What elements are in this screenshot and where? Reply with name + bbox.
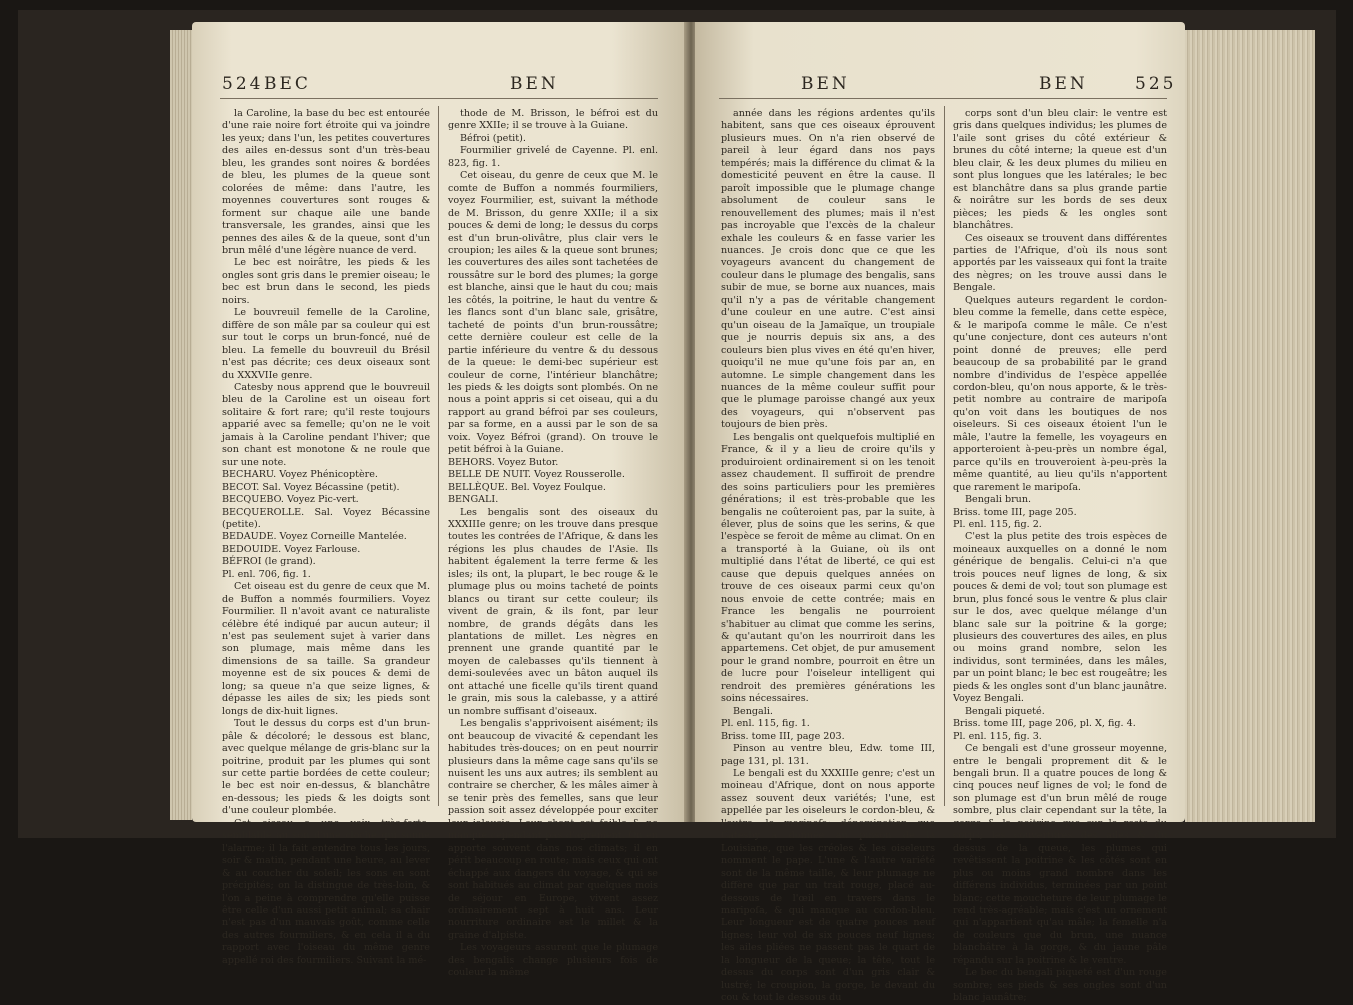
paragraph: Briss. tome III, page 203. — [721, 730, 845, 742]
paragraph: BECOT. Sal. Voyez Bécassine (petit). — [222, 481, 400, 493]
paragraph: Pinson au ventre bleu, Edw. tome III, page 131, pl. 131. — [721, 743, 935, 767]
left-page — [192, 22, 686, 979]
header-rule — [220, 98, 658, 99]
paragraph: BECHARU. Voyez Phénicoptère. — [222, 469, 378, 481]
paragraph: Cet oiseau a une voix très-forte, semblable au son d'une cloche qui sonne l'alarme; il la fait entendre tous les jours, soir & matin, pendant une heure, au lever & au coucher du soleil; les sons en sont précipités; on la distingue de très-loin, & l'on a peine à comprendre qu'elle puisse être celle d'un aussi petit animal; sa chair n'est pas d'un mauvais goût, comme celle des autres fourmiliers, & en cela il a du rapport avec l'oiseau du même genre appellé roi des fourmiliers. Suivant la mé- — [222, 817, 430, 966]
paragraph: Catesby nous apprend que le bouvreuil bleu de la Caroline est un oiseau fort solitaire & fort rare; qu'il reste toujours apparié avec sa femelle; qu'on ne le voit jamais à la Caroline pendant l'hiver; que son chant est monotone & ne roule que sur une note. — [222, 381, 430, 468]
paragraph: Le bec du bengali piqueté est d'un rouge sombre; ses pieds & ses ongles sont d'un blanc jaunâtre; — [953, 967, 1167, 1004]
left-page-column-2 — [448, 108, 658, 979]
paragraph: thode de M. Brisson, le béfroi est du genre XXIIe; il se trouve à la Guiane. — [448, 108, 658, 132]
paragraph: Tout le dessus du corps est d'un brun-pâle & décoloré; le dessous est blanc, avec quelque mélange de gris-blanc sur la poitrine, produit par les plumes qui sont sur cette partie bordées de cette couleur; le bec est noir en-dessus, & blanchâtre en-dessous; les pieds & les doigts sont d'une couleur plombée. — [222, 718, 430, 817]
paragraph: BECQUEBO. Voyez Pic-vert. — [222, 494, 359, 506]
paragraph: BECQUEROLLE. Sal. Voyez Bécassine (petite). — [222, 506, 430, 530]
paragraph: Les bengalis s'apprivoisent aisément; ils ont beaucoup de vivacité & cependant les habitudes très-douces; on en peut nourrir plusieurs dans la même cage sans qu'ils se nuisent les uns aux autres; ils semblent au contraire se chercher, & les mâles aimer à se tenir près des femelles, sans que leur passion soit assez développée pour exciter leur jalousie. Leur chant est foible & ne manque cependant pas d'agrément. On en apporte souvent dans nos climats; il en périt beaucoup en route; mais ceux qui ont échappé aux dangers du voyage, & qui se sont habitués au climat par quelques mois de séjour en Europe, vivent assez ordinairement sept à huit ans. Leur nourriture ordinaire est le millet & la graine d'alpiste. — [448, 718, 658, 941]
right-running-head-ben-2: BEN — [1039, 74, 1088, 94]
right-page-number: 525 — [1135, 74, 1177, 94]
paragraph: Briss. tome III, page 205. — [953, 506, 1077, 518]
left-running-head-ben: BEN — [510, 74, 559, 94]
paragraph: Bengali brun. — [965, 494, 1032, 506]
paragraph: BENGALI. — [448, 494, 499, 506]
paragraph: Les bengalis ont quelquefois multiplié en France, & il y a lieu de croire qu'ils y produiroient ordinairement si on les tenoit assez chaudement. Il suffiroit de prendre des soins particuliers pour les premières générations; il est très-probable que les bengalis ne coûteroient pas, par la suite, à élever, plus de soins que les serins, & que l'espèce se feroit de même au climat. On en a transporté à la Guiane, où ils ont multiplié dans l'état de liberté, ce qui est cause que depuis quelques années on trouve de ces oiseaux parmi ceux qu'on nous envoie de cette contrée; mais en France les bengalis ne pourroient s'habituer au climat que comme les serins, & qu'autant qu'on les nourriroit dans les appartemens. Cet objet, de pur amusement pour le grand nombre, pourroit en être un de lucre pour l'oiseleur intelligent qui rendroit des premières générations les soins nécessaires. — [721, 431, 935, 705]
paragraph: Bengali. — [733, 705, 773, 717]
paragraph: corps sont d'un bleu clair: le ventre est gris dans quelques individus; les plumes de l'aile sont grises du côté extérieur & brunes du côté interne; la queue est d'un bleu clair, & les deux plumes du milieu en sont plus longues que les latérales; le bec est blanchâtre dans sa plus grande partie & noirâtre sur les bords de ses deux pièces; les pieds & les ongles sont blanchâtres. — [953, 108, 1167, 232]
paragraph: Béfroi (petit). — [460, 132, 526, 144]
paragraph: Les voyageurs assurent que le plumage des bengalis change plusieurs fois de couleur la même — [448, 942, 658, 979]
header-rule — [719, 98, 1167, 99]
paragraph: BÉFROI (le grand). — [222, 556, 316, 568]
left-page-edges — [170, 30, 192, 820]
paragraph: Pl. enl. 115, fig. 2. — [953, 518, 1042, 530]
paragraph: Bengali piqueté. — [965, 705, 1045, 717]
paragraph: BELLÈQUE. Bel. Voyez Foulque. — [448, 481, 606, 493]
column-rule — [944, 106, 945, 806]
paragraph: Pl. enl. 706, fig. 1. — [222, 568, 311, 580]
paragraph: C'est la plus petite des trois espèces de moineaux auxquelles on a donné le nom générique de bengalis. Celui-ci n'a que trois pouces neuf lignes de long, & six pouces & demi de vol; tout son plumage est brun, plus foncé sous le ventre & plus clair sur le dos, avec quelque mélange d'un blanc sale sur la poitrine & la gorge; plusieurs des couvertures des ailes, en plus ou moins grand nombre, selon les individus, sont terminées, dans les mâles, par un point blanc; le bec est rougeâtre; les pieds & les ongles sont d'un blanc jaunâtre. Voyez Bengali. — [953, 531, 1167, 705]
paragraph: année dans les régions ardentes qu'ils habitent, sans que ces oiseaux éprouvent plusieurs mues. On n'a rien observé de pareil à leur égard dans nos pays tempérés; mais la différence du climat & la domesticité peuvent en être la cause. Il paroît impossible que le plumage change absolument de couleur sans le renouvellement des plumes; mais il n'est pas incroyable que l'excès de la chaleur exhale les couleurs & en fasse varier les nuances. Je crois donc que ce que les voyageurs avancent du changement de couleur dans le plumage des bengalis, sans subir de mue, se borne aux nuances, mais qu'il n'y a pas de véritable changement d'une couleur en une autre. C'est ainsi qu'un oiseau de la Jamaïque, un troupiale que je nourris depuis six ans, a des couleurs bien plus vives en été qu'en hiver, quoiqu'il ne mue qu'une fois par an, en automne. Le simple changement dans les nuances de la même couleur suffit pour que le plumage paroisse changé aux yeux des voyageurs, qui n'observent pas toujours de bien près. — [721, 108, 935, 431]
left-page-number: 524 — [222, 74, 264, 94]
right-page — [695, 22, 1185, 1004]
paragraph: Les bengalis sont des oiseaux du XXXIIIe genre; on les trouve dans presque toutes les contrées de l'Afrique, & dans les régions les plus chaudes de l'Asie. Ils habitent également la terre ferme & les isles; ils ont, la plupart, le bec rouge & le plumage plus ou moins tacheté de points blancs ou tirant sur cette couleur; ils vivent de grain, & ils font, par leur nombre, de grands dégâts dans les plantations de millet. Les nègres en prennent une grande quantité par le moyen de calebasses qu'ils tiennent à demi-soulevées avec un bâton auquel ils ont attaché une ficelle qu'ils tirent quand le grain, mis sous la calebasse, y a attiré un nombre suffisant d'oiseaux. — [448, 506, 658, 717]
paragraph: Fourmilier grivelé de Cayenne. Pl. enl. 823, fig. 1. — [448, 145, 658, 169]
right-page-column-2 — [953, 108, 1167, 1004]
paragraph: Cet oiseau est du genre de ceux que M. de Buffon a nommés fourmiliers. Voyez Fourmilier. Il n'avoit avant ce naturaliste célèbre été indiqué par aucun auteur; il n'est pas seulement sujet à varier dans son plumage, mais même dans les dimensions de sa taille. Sa grandeur moyenne est de six pouces & demi de long; sa queue n'a que seize lignes, & dépasse les ailes de six; les pieds sont longs de dix-huit lignes. — [222, 581, 430, 717]
right-page-edges — [1185, 30, 1315, 822]
right-page-column-1 — [721, 108, 935, 1004]
left-page-column-1 — [222, 108, 430, 966]
paragraph: BEDAUDE. Voyez Corneille Mantelée. — [222, 531, 407, 543]
paragraph: Le bec est noirâtre, les pieds & les ongles sont gris dans le premier oiseau; le bec est brun dans le second, les pieds noirs. — [222, 257, 430, 306]
paragraph: Pl. enl. 115, fig. 3. — [953, 730, 1042, 742]
paragraph: BELLE DE NUIT. Voyez Rousserolle. — [448, 469, 625, 481]
paragraph: BEHORS. Voyez Butor. — [448, 456, 559, 468]
paragraph: Cet oiseau, du genre de ceux que M. le comte de Buffon a nommés fourmiliers, voyez Fourmilier, est, suivant la méthode de M. Brisson, du genre XXIIe; il a six pouces & demi de long; le dessus du corps est d'un brun-olivâtre, plus clair vers le croupion; les ailes & la queue sont brunes; les couvertures des ailes sont tachetées de roussâtre sur le bord des plumes; la gorge est blanche, ainsi que le haut du cou; mais les côtés, la poitrine, le haut du ventre & les flancs sont d'un blanc sale, grisâtre, tacheté de points d'un brun-roussâtre; cette dernière couleur est celle de la partie inférieure du ventre & du dessous de la queue: le demi-bec supérieur est couleur de corne, l'intérieur blanchâtre; les pieds & les doigts sont plombés. On ne nous a point appris si cet oiseau, qui a du rapport au grand béfroi par ses couleurs, par sa forme, en a aussi par le son de sa voix. Voyez Béfroi (grand). On trouve le petit béfroi à la Guiane. — [448, 170, 658, 456]
left-running-head-bec: BEC — [264, 74, 311, 94]
paragraph: Ce bengali est d'une grosseur moyenne, entre le bengali proprement dit & le bengali brun. Il a quatre pouces de long & cinq pouces neuf lignes de vol; le fond de son plumage est d'un brun mêlé de rouge sombre, plus clair cependant sur la tête, la gorge & la poitrine que sur le reste du corps; les couvertures des ailes & du dessus de la queue, les plumes qui revêtissent la poitrine & les côtés sont en plus ou moins grand nombre dans les différens individus, terminées par un point blanc; cette moucheture de leur plumage le rend très-agréable; mais c'est un ornement qui n'appartient qu'au mâle; la femelle n'a de couleurs que du brun, une nuance blanchâtre à la gorge, & du jaune pâle répandu sur la poitrine & le ventre. — [953, 743, 1167, 966]
right-running-head-ben-1: BEN — [801, 74, 850, 94]
paragraph: Briss. tome III, page 206, pl. X, fig. 4. — [953, 718, 1136, 730]
paragraph: Ces oiseaux se trouvent dans différentes parties de l'Afrique, d'où ils nous sont apportés par les vaisseaux qui font la traite des nègres; on les trouve aussi dans le Bengale. — [953, 232, 1167, 294]
paragraph: Quelques auteurs regardent le cordon-bleu comme la femelle, dans cette espèce, & le maripoſa comme le mâle. Ce n'est qu'une conjecture, dont ces auteurs n'ont point donné de preuves; elle perd beaucoup de sa probabilité par le grand nombre d'individus de l'espèce appellée cordon-bleu, qu'on nous apporte, & le très-petit nombre au contraire de maripoſa qu'on voit dans les boutiques de nos oiseleurs. Si ces oiseaux étoient l'un le mâle, l'autre la femelle, les voyageurs en apporteroient à-peu-près un nombre égal, parce qu'ils en trouveroient à-peu-près la même quantité, au lieu qu'ils n'apportent que rarement le maripoſa. — [953, 294, 1167, 493]
paragraph: Le bengali est du XXXIIIe genre; c'est un moineau d'Afrique, dont on nous apporte assez souvent deux variétés; l'une, est appellée par les oiseleurs le cordon-bleu, & l'autre, le maripoſa; dénomination que Catesby a donnée au pinson de la Louisiane, que les créoles & les oiseleurs nomment le pape. L'une & l'autre variété sont de la même taille, & leur plumage ne diffère que par un trait rouge, placé au-dessous de l'œil en travers dans le maripoſa, & qui manque au cordon-bleu. Leur longueur est de quatre pouces neuf lignes; leur vol de six pouces neuf lignes; les ailes pliées ne passent pas le quart de la longueur de la queue; la tête, tout le dessus du corps sont d'un gris clair & lustré; le croupion, la gorge, le devant du cou & tout le dessous du — [721, 768, 935, 1004]
paragraph: la Caroline, la base du bec est entourée d'une raie noire fort étroite qui va joindre les yeux; dans l'un, les petites couvertures des ailes en-dessus sont d'un très-beau bleu, les grandes sont noires & bordées de bleu, les plumes de la queue sont colorées de même: dans l'autre, les moyennes couvertures sont rouges & forment sur chaque aile une bande transversale, les grandes, ainsi que les pennes des ailes & de la queue, sont d'un brun mêlé d'une légère nuance de verd. — [222, 108, 430, 256]
paragraph: Pl. enl. 115, fig. 1. — [721, 718, 810, 730]
paragraph: Le bouvreuil femelle de la Caroline, diffère de son mâle par sa couleur qui est sur tout le corps un brun-foncé, nué de bleu. La femelle du bouvreuil du Brésil n'est pas décrite; ces deux oiseaux sont du XXXVIIe genre. — [222, 307, 430, 381]
column-rule — [438, 106, 439, 806]
paragraph: BEDOUIDE. Voyez Farlouse. — [222, 543, 361, 555]
